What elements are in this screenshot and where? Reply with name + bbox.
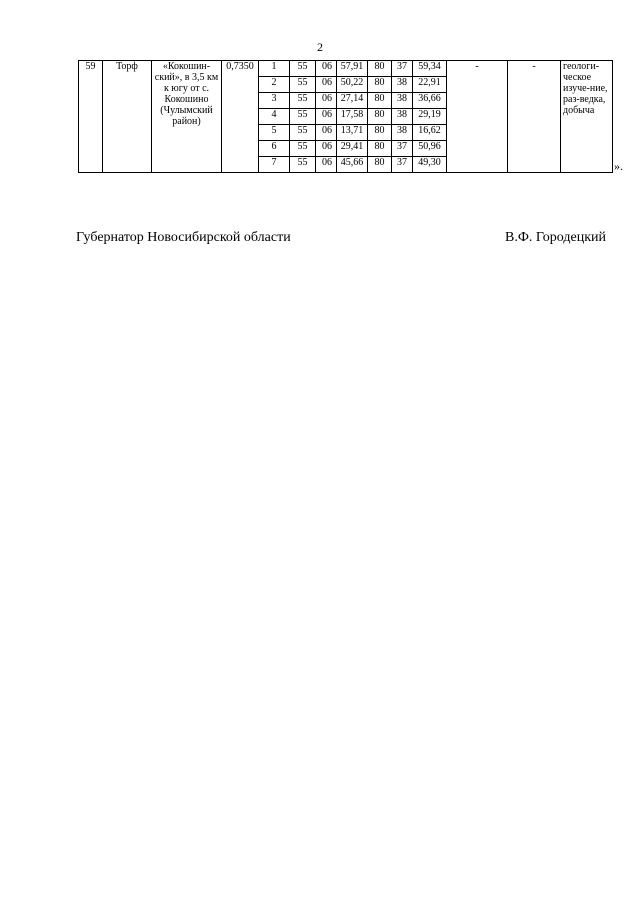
point-lat-sec: 50,22	[337, 77, 368, 93]
point-lon-sec: 36,66	[413, 93, 447, 109]
point-number: 3	[259, 93, 290, 109]
closing-quote-mark: ».	[614, 159, 623, 173]
point-lon-deg: 80	[368, 93, 392, 109]
point-lon-min: 38	[392, 77, 413, 93]
table-row	[79, 61, 613, 77]
point-lat-sec: 27,14	[337, 93, 368, 109]
point-number: 4	[259, 109, 290, 125]
governor-name: В.Ф. Городецкий	[505, 230, 606, 245]
point-lat-sec: 57,91	[337, 61, 368, 77]
point-lon-deg: 80	[368, 141, 392, 157]
point-lat-deg: 55	[290, 93, 316, 109]
point-lon-min: 38	[392, 93, 413, 109]
entry-purpose: геологи-ческое изуче-ние, раз-ведка, добыча	[561, 61, 613, 173]
point-number: 5	[259, 125, 290, 141]
point-lon-min: 37	[392, 61, 413, 77]
entry-location: «Кокошин-ский», в 3,5 км к югу от с. Кокошино (Чулымский район)	[152, 61, 222, 173]
point-lon-sec: 16,62	[413, 125, 447, 141]
point-lat-sec: 29,41	[337, 141, 368, 157]
point-lon-deg: 80	[368, 157, 392, 173]
point-lat-min: 06	[316, 109, 337, 125]
entry-mineral: Торф	[103, 61, 152, 173]
entry-col-l: -	[508, 61, 561, 173]
point-number: 2	[259, 77, 290, 93]
point-lat-deg: 55	[290, 109, 316, 125]
point-lat-min: 06	[316, 77, 337, 93]
point-number: 7	[259, 157, 290, 173]
point-lon-deg: 80	[368, 109, 392, 125]
point-lon-sec: 50,96	[413, 141, 447, 157]
registry-table	[78, 60, 613, 173]
point-lon-sec: 59,34	[413, 61, 447, 77]
point-lon-deg: 80	[368, 61, 392, 77]
point-lon-sec: 29,19	[413, 109, 447, 125]
point-lat-sec: 17,58	[337, 109, 368, 125]
point-lon-min: 37	[392, 157, 413, 173]
entry-col-k: -	[447, 61, 508, 173]
point-lat-min: 06	[316, 125, 337, 141]
point-lon-sec: 49,30	[413, 157, 447, 173]
registry-table-body	[79, 61, 613, 173]
point-lat-deg: 55	[290, 61, 316, 77]
point-lat-sec: 13,71	[337, 125, 368, 141]
entry-index: 59	[79, 61, 103, 173]
point-lat-deg: 55	[290, 77, 316, 93]
point-lat-sec: 45,66	[337, 157, 368, 173]
point-lat-min: 06	[316, 157, 337, 173]
entry-area: 0,7350	[222, 61, 259, 173]
point-lon-min: 38	[392, 109, 413, 125]
point-lat-min: 06	[316, 141, 337, 157]
point-lon-min: 37	[392, 141, 413, 157]
point-lon-sec: 22,91	[413, 77, 447, 93]
point-lon-deg: 80	[368, 125, 392, 141]
point-lat-min: 06	[316, 93, 337, 109]
point-lat-deg: 55	[290, 157, 316, 173]
point-lon-deg: 80	[368, 77, 392, 93]
page-number: 2	[317, 40, 323, 54]
point-lon-min: 38	[392, 125, 413, 141]
governor-title: Губернатор Новосибирской области	[76, 230, 291, 245]
point-number: 6	[259, 141, 290, 157]
point-lat-deg: 55	[290, 141, 316, 157]
point-lat-min: 06	[316, 61, 337, 77]
point-number: 1	[259, 61, 290, 77]
point-lat-deg: 55	[290, 125, 316, 141]
